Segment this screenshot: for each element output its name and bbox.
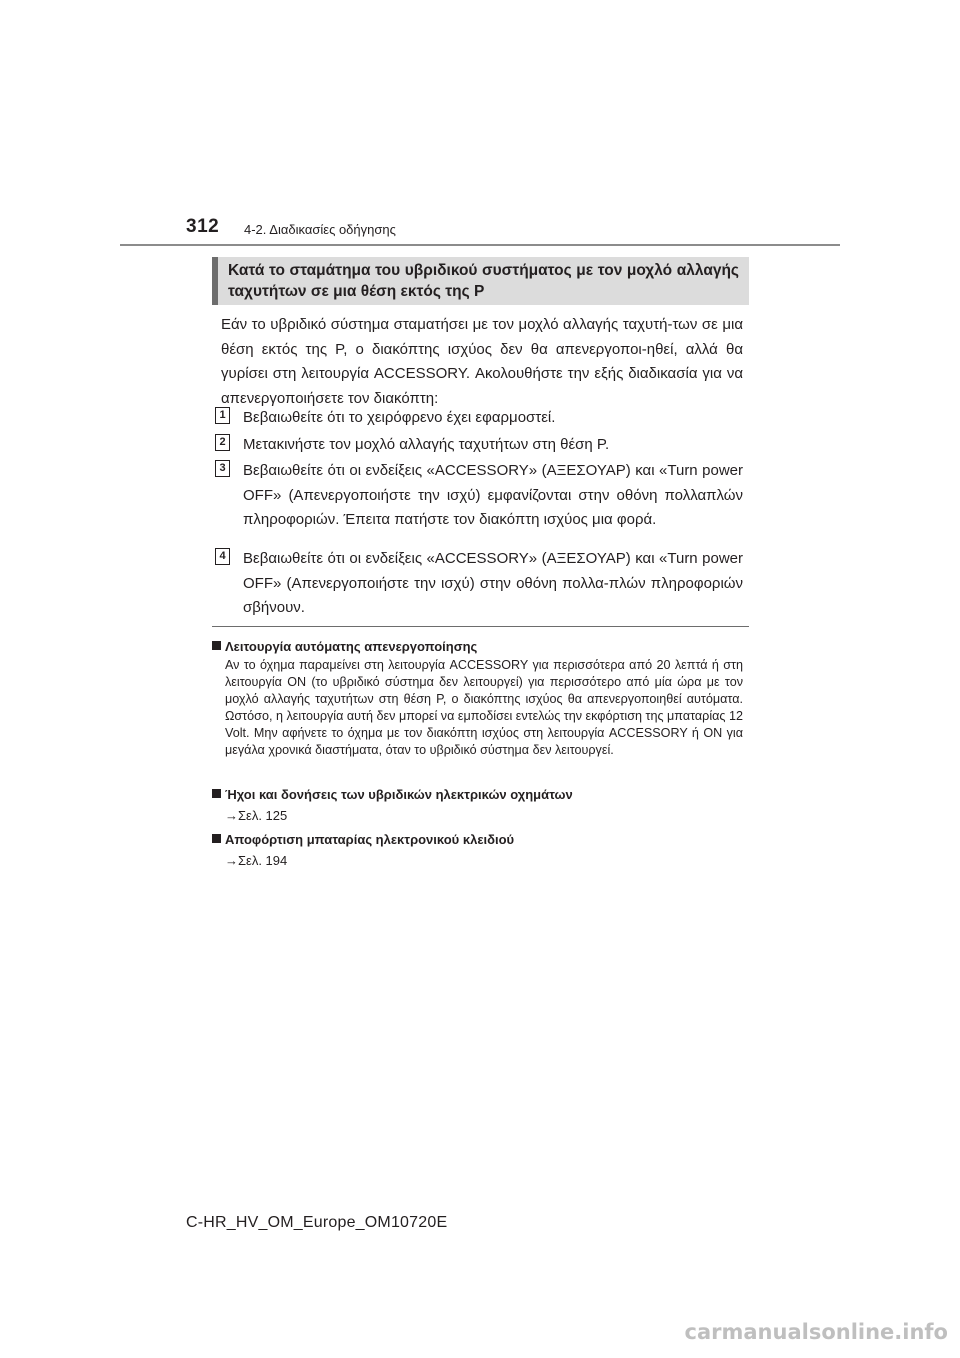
watermark-text: carmanualsonline.info	[684, 1320, 948, 1344]
document-code: C-HR_HV_OM_Europe_OM10720E	[186, 1214, 448, 1231]
note-heading-sounds	[212, 786, 573, 804]
step-text: Βεβαιωθείτε ότι οι ενδείξεις «ACCESSORY» (ΑΞΕΣΟΥΑΡ) και «Turn power OFF» (Απενεργοποιήστε την ισχύ) στην οθόνη πολλα-πλών πληροφοριών σβήνουν.	[243, 550, 743, 616]
step-text: Βεβαιωθείτε ότι οι ενδείξεις «ACCESSORY» (ΑΞΕΣΟΥΑΡ) και «Turn power OFF» (Απενεργοποιήστε την ισχύ) εμφανίζονται στην οθόνη πολλαπλών πληροφοριών. Έπειτα πατήστε τον διακόπτη ισχύος μια φορά.	[243, 462, 743, 528]
page-number: 312	[186, 216, 220, 237]
note-title: Αποφόρτιση μπαταρίας ηλεκτρονικού κλειδιού	[225, 832, 515, 847]
step-number-badge: 2	[215, 434, 230, 451]
note-title: Λειτουργία αυτόματης απενεργοποίησης	[225, 639, 478, 654]
note-body-auto-off: Αν το όχημα παραμείνει στη λειτουργία ACCESSORY για περισσότερα από 20 λεπτά ή στη λειτουργία ON (το υβριδικό σύστημα δεν λειτουργεί) για περισσότερο από μία ώρα με τον μοχλό αλλαγής ταχυτήτων στη θέση P, ο διακόπτης ισχύος θα απενεργοποιηθεί αυτόματα. Ωστόσο, η λειτουργία αυτή δεν μπορεί να εμποδίσει εντελώς την εκφόρτιση της μπαταρίας 12 Volt. Μην αφήνετε το όχημα με τον διακόπτη ισχύος στη λειτουργία ACCESSORY ή ON για μεγάλα χρονικά διαστήματα, όταν το υβριδικό σύστημα δεν λειτουργεί.	[225, 658, 743, 757]
header-rule	[120, 244, 840, 246]
step-text: Μετακινήστε τον μοχλό αλλαγής ταχυτήτων στη θέση P.	[243, 436, 610, 453]
square-bullet-icon	[212, 641, 221, 650]
note-title: Ήχοι και δονήσεις των υβριδικών ηλεκτρικών οχημάτων	[225, 787, 573, 802]
step-text: Βεβαιωθείτε ότι το χειρόφρενο έχει εφαρμοστεί.	[243, 409, 556, 426]
intro-paragraph: Εάν το υβριδικό σύστημα σταματήσει με τον μοχλό αλλαγής ταχυτή-των σε μια θέση εκτός της P, ο διακόπτης ισχύος δεν θα απενεργοποι-ηθεί, αλλά θα γυρίσει στη λειτουργία ACCESSORY. Ακολουθήστε την εξής διαδικασία για να απενεργοποιήσετε τον διακόπτη:	[221, 316, 743, 407]
note-heading-key-battery	[212, 831, 514, 849]
note-heading-auto-off	[212, 638, 477, 656]
section-heading: Κατά το σταμάτημα του υβριδικού συστήματος με τον μοχλό αλλαγής ταχυτήτων σε μια θέση εκτός της P	[212, 257, 749, 305]
step-number-badge: 3	[215, 460, 230, 477]
square-bullet-icon	[212, 789, 221, 798]
section-title: 4-2. Διαδικασίες οδήγησης	[244, 222, 396, 237]
step-number-badge: 4	[215, 548, 230, 565]
step-number-badge: 1	[215, 407, 230, 424]
notes-divider	[212, 626, 749, 627]
square-bullet-icon	[212, 834, 221, 843]
page-reference: →Σελ. 194	[225, 853, 288, 868]
page-reference: →Σελ. 125	[225, 808, 288, 823]
